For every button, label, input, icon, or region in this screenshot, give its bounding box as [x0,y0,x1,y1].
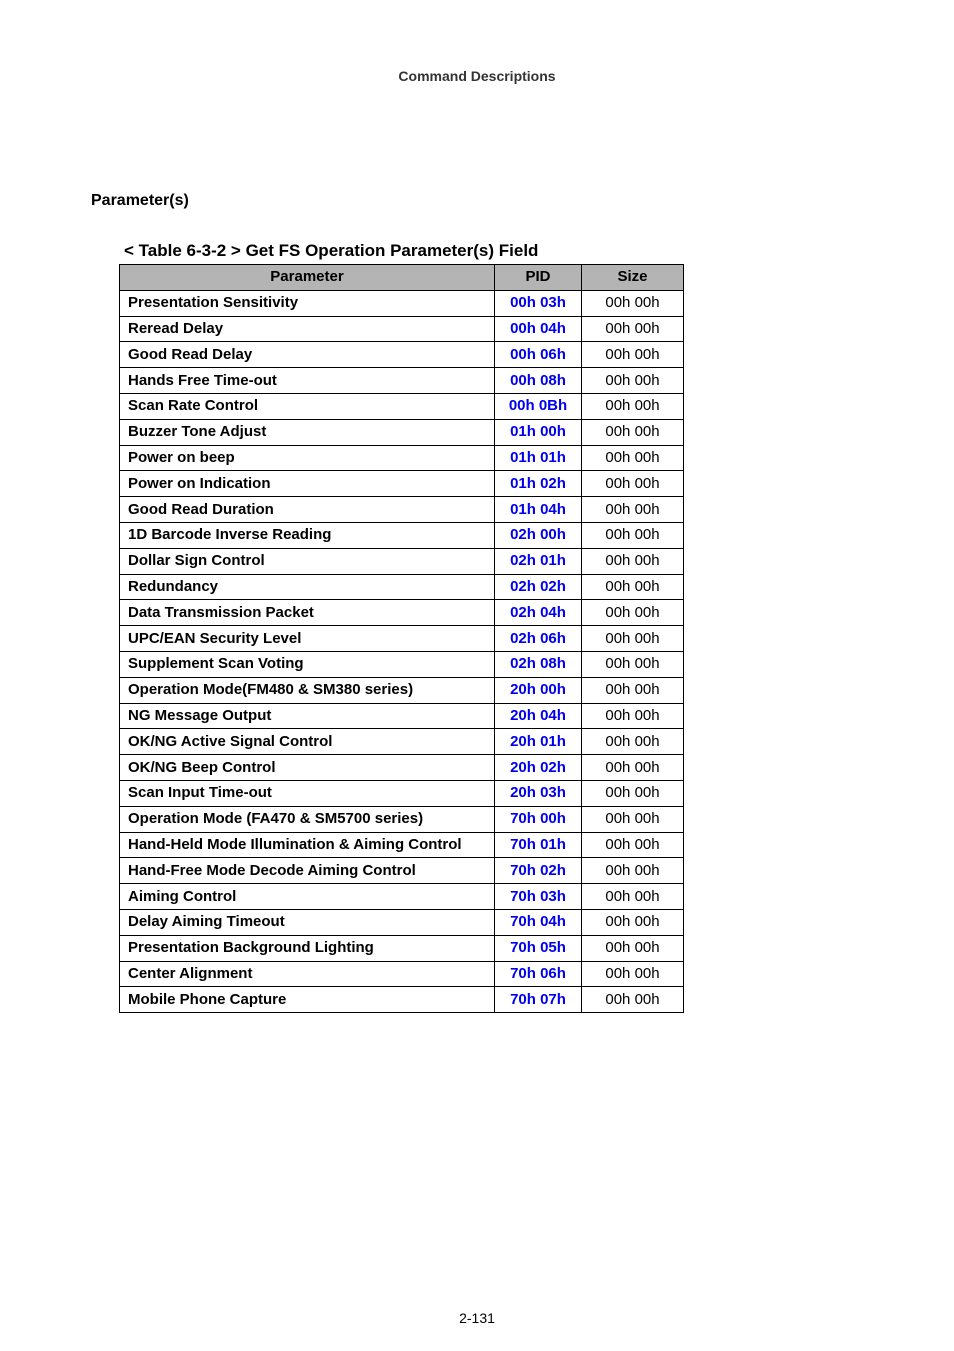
parameter-cell: 1D Barcode Inverse Reading [120,522,495,548]
size-cell: 00h 00h [582,935,684,961]
pid-cell: 02h 08h [495,651,582,677]
table-row [120,780,684,806]
pid-cell: 00h 08h [495,368,582,394]
pid-cell: 70h 02h [495,858,582,884]
size-cell: 00h 00h [582,651,684,677]
pid-cell: 70h 06h [495,961,582,987]
table-row [120,368,684,394]
size-cell: 00h 00h [582,445,684,471]
table-row [120,677,684,703]
size-cell: 00h 00h [582,393,684,419]
pid-cell: 70h 05h [495,935,582,961]
parameter-cell: Data Transmission Packet [120,600,495,626]
size-cell: 00h 00h [582,497,684,523]
parameter-cell: Hand-Free Mode Decode Aiming Control [120,858,495,884]
parameter-cell: Good Read Delay [120,342,495,368]
size-cell: 00h 00h [582,522,684,548]
parameter-cell: Scan Rate Control [120,393,495,419]
pid-cell: 20h 02h [495,755,582,781]
size-cell: 00h 00h [582,342,684,368]
table-body [120,290,684,1012]
size-cell: 00h 00h [582,961,684,987]
pid-cell: 70h 03h [495,884,582,910]
parameter-cell: Supplement Scan Voting [120,651,495,677]
pid-cell: 02h 02h [495,574,582,600]
parameter-cell: Operation Mode(FM480 & SM380 series) [120,677,495,703]
size-cell: 00h 00h [582,290,684,316]
table-row [120,419,684,445]
pid-cell: 70h 01h [495,832,582,858]
pid-cell: 01h 04h [495,497,582,523]
pid-cell: 01h 02h [495,471,582,497]
column-header-parameter: Parameter [120,265,495,291]
column-header-pid: PID [495,265,582,291]
table-row [120,935,684,961]
table-row [120,832,684,858]
size-cell: 00h 00h [582,729,684,755]
column-header-size: Size [582,265,684,291]
pid-cell: 00h 03h [495,290,582,316]
size-cell: 00h 00h [582,600,684,626]
parameter-cell: Dollar Sign Control [120,548,495,574]
parameter-cell: Delay Aiming Timeout [120,909,495,935]
table-row [120,393,684,419]
size-cell: 00h 00h [582,909,684,935]
parameter-cell: Hands Free Time-out [120,368,495,394]
table-row [120,729,684,755]
pid-cell: 00h 04h [495,316,582,342]
table-row [120,316,684,342]
size-cell: 00h 00h [582,884,684,910]
parameter-cell: Operation Mode (FA470 & SM5700 series) [120,806,495,832]
table-row [120,522,684,548]
table-row [120,626,684,652]
pid-cell: 20h 03h [495,780,582,806]
size-cell: 00h 00h [582,987,684,1013]
table-row [120,471,684,497]
table-row [120,987,684,1013]
parameter-cell: UPC/EAN Security Level [120,626,495,652]
table-row [120,651,684,677]
size-cell: 00h 00h [582,677,684,703]
pid-cell: 02h 04h [495,600,582,626]
parameter-cell: Power on Indication [120,471,495,497]
pid-cell: 00h 06h [495,342,582,368]
pid-cell: 70h 04h [495,909,582,935]
size-cell: 00h 00h [582,471,684,497]
pid-cell: 01h 00h [495,419,582,445]
table-row [120,703,684,729]
section-heading: Parameter(s) [91,192,189,209]
page-number: 2-131 [459,1310,495,1326]
pid-cell: 02h 00h [495,522,582,548]
table-row [120,961,684,987]
parameter-cell: Hand-Held Mode Illumination & Aiming Control [120,832,495,858]
parameter-cell: Presentation Background Lighting [120,935,495,961]
size-cell: 00h 00h [582,806,684,832]
parameter-cell: Buzzer Tone Adjust [120,419,495,445]
table-row [120,806,684,832]
parameter-cell: Power on beep [120,445,495,471]
parameter-cell: Scan Input Time-out [120,780,495,806]
table-row [120,445,684,471]
size-cell: 00h 00h [582,574,684,600]
pid-cell: 20h 04h [495,703,582,729]
size-cell: 00h 00h [582,703,684,729]
size-cell: 00h 00h [582,626,684,652]
table-row [120,497,684,523]
parameter-cell: Reread Delay [120,316,495,342]
size-cell: 00h 00h [582,755,684,781]
pid-cell: 70h 07h [495,987,582,1013]
table-header-row [120,265,684,291]
table-row [120,884,684,910]
table-row [120,548,684,574]
parameter-table [119,264,684,1013]
size-cell: 00h 00h [582,858,684,884]
table-row [120,909,684,935]
table-row [120,342,684,368]
table-row [120,600,684,626]
pid-cell: 00h 0Bh [495,393,582,419]
parameter-cell: Aiming Control [120,884,495,910]
parameter-cell: OK/NG Active Signal Control [120,729,495,755]
table-row [120,755,684,781]
table-row [120,290,684,316]
pid-cell: 02h 01h [495,548,582,574]
parameter-cell: Center Alignment [120,961,495,987]
running-header: Command Descriptions [398,68,556,84]
parameter-cell: Presentation Sensitivity [120,290,495,316]
size-cell: 00h 00h [582,780,684,806]
table-row [120,858,684,884]
parameter-cell: NG Message Output [120,703,495,729]
size-cell: 00h 00h [582,548,684,574]
pid-cell: 02h 06h [495,626,582,652]
pid-cell: 01h 01h [495,445,582,471]
parameter-cell: OK/NG Beep Control [120,755,495,781]
size-cell: 00h 00h [582,368,684,394]
table-caption: < Table 6-3-2 > Get FS Operation Parameter(s) Field [124,241,539,260]
size-cell: 00h 00h [582,419,684,445]
parameter-cell: Redundancy [120,574,495,600]
parameter-cell: Mobile Phone Capture [120,987,495,1013]
size-cell: 00h 00h [582,316,684,342]
size-cell: 00h 00h [582,832,684,858]
pid-cell: 20h 00h [495,677,582,703]
table-row [120,574,684,600]
pid-cell: 70h 00h [495,806,582,832]
parameter-cell: Good Read Duration [120,497,495,523]
pid-cell: 20h 01h [495,729,582,755]
